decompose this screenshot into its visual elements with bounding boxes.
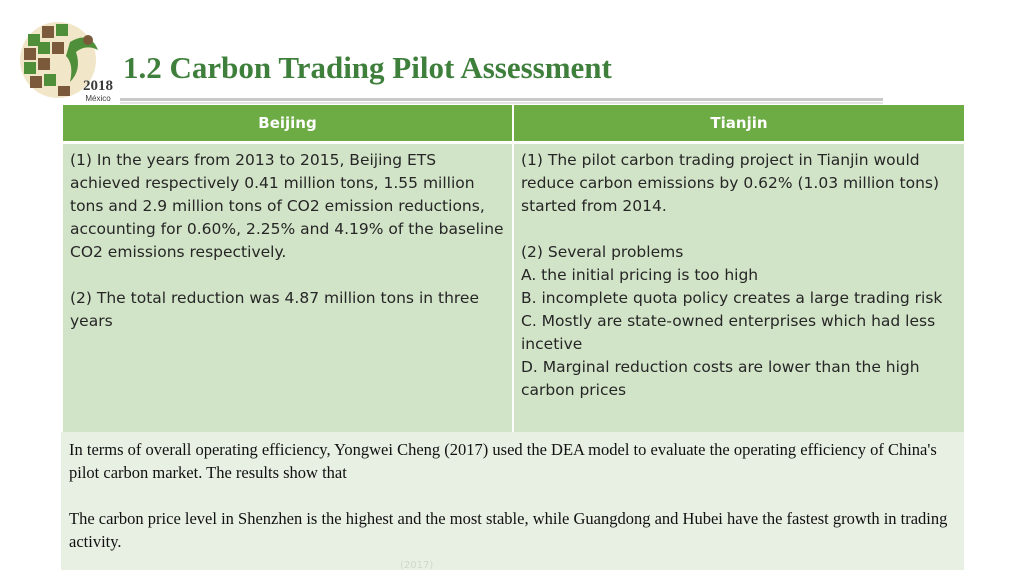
- header-beijing: Beijing: [62, 105, 513, 141]
- summary-paragraph-2: The carbon price level in Shenzhen is the highest and the most stable, while Guangdong and Hubei have the fastest growth in trading activity.: [69, 509, 948, 551]
- tianjin-problem-item: C. Mostly are state-owned enterprises which had less incetive: [521, 312, 936, 353]
- summary-paragraph-1: In terms of overall operating efficiency, Yongwei Cheng (2017) used the DEA model to evaluate the operating efficiency of China's pilot carbon market. The results show that: [69, 440, 937, 482]
- efficiency-summary-box: [61, 432, 964, 570]
- logo-year: 2018: [83, 78, 113, 94]
- tianjin-problem-item: B. incomplete quota policy creates a large trading risk: [521, 289, 943, 307]
- tianjin-problems-heading: (2) Several problems: [521, 243, 684, 261]
- beijing-point-2: (2) The total reduction was 4.87 million tons in three years: [70, 289, 480, 330]
- tianjin-cell: [513, 144, 965, 437]
- tianjin-problem-item: D. Marginal reduction costs are lower than the high carbon prices: [521, 358, 920, 399]
- beijing-cell: [62, 144, 513, 437]
- tianjin-point-1: (1) The pilot carbon trading project in Tianjin would reduce carbon emissions by 0.62% (1.03 million tons) started from 2014.: [521, 151, 940, 215]
- beijing-point-1: (1) In the years from 2013 to 2015, Beijing ETS achieved respectively 0.41 million tons, 1.55 million tons and 2.9 million tons of CO2 emission reductions, accounting for 0.60%, 2.25% and 4.19% of the baseline CO2 emissions respectively.: [70, 151, 504, 261]
- pilot-comparison-table: [61, 105, 966, 437]
- title-underline-shadow: [120, 102, 883, 104]
- logo-country: México: [85, 94, 111, 103]
- tianjin-problem-item: A. the initial pricing is too high: [521, 266, 759, 284]
- header-tianjin: Tianjin: [513, 105, 965, 141]
- footer-ghost-text: (2017): [400, 560, 434, 571]
- table-row: [62, 144, 965, 437]
- table-header-row: [62, 105, 965, 141]
- page-title: 1.2 Carbon Trading Pilot Assessment: [123, 50, 612, 85]
- congress-logo: [12, 12, 116, 104]
- title-underline: [120, 98, 883, 101]
